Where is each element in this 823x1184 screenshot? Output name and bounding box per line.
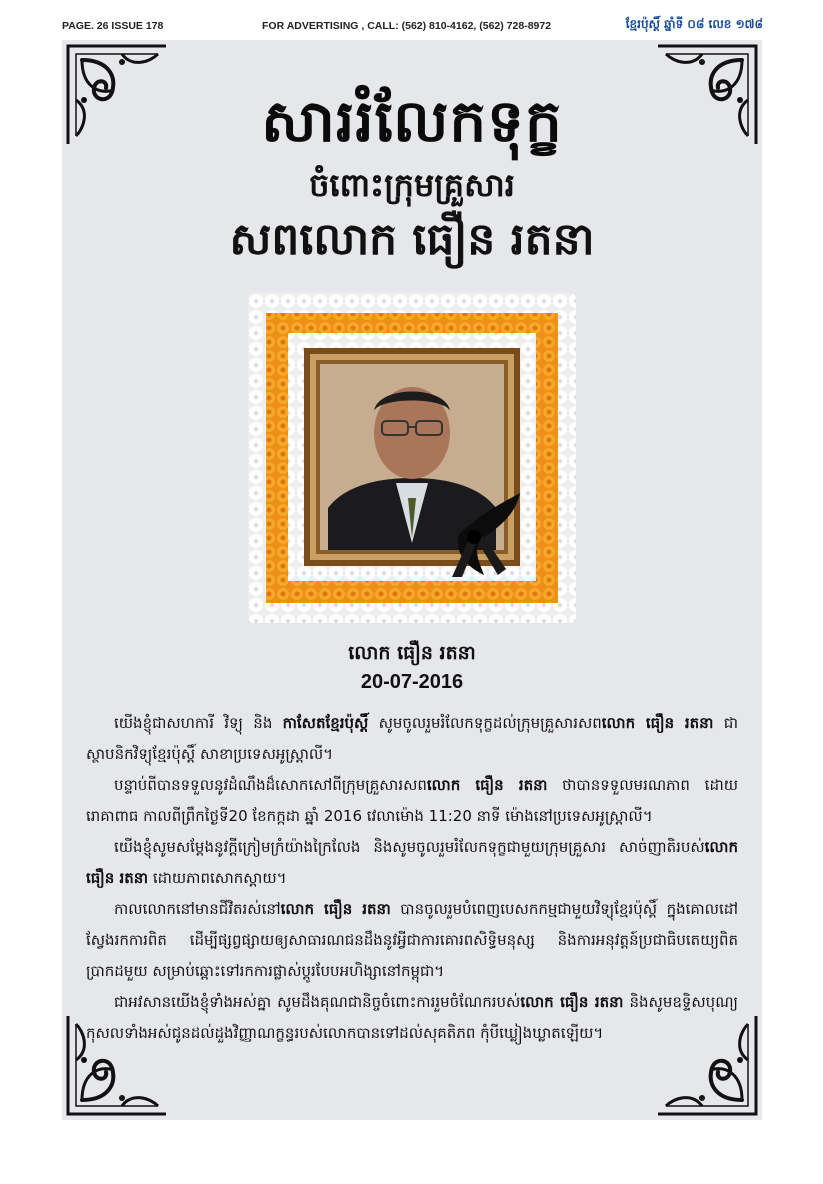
memorial-portrait — [248, 293, 576, 623]
condolence-title: សាររំលែកទុក្ខ — [261, 87, 563, 155]
deceased-family-heading: សពលោក ធឿន រតនា — [229, 214, 595, 265]
paragraph: ជាអវសានយើងខ្ញុំទាំងអស់គ្នា សូមដឹងគុណជានិច្ចចំពោះការរួមចំណែករបស់លោក ធឿន រតនា និងសូមឧទ្ទិសបុណ្យកុសលទាំងអស់ជូនដល់ដួងវិញ្ញាណក្ខន្ធរបស់លោកបានទៅដល់សុគតិភព កុំបីឃ្លៀងឃ្លាតឡើយ។ — [86, 993, 738, 1042]
condolence-message — [86, 708, 738, 1049]
masthead: ខ្មែរប៉ុស្តិ៍ ឆ្នាំទី ០៨ លេខ ១៧៨ — [625, 17, 763, 31]
death-date: 20-07-2016 — [360, 671, 464, 693]
condolence-subtitle: ចំពោះក្រុមគ្រួសារ — [309, 166, 515, 204]
page-issue: PAGE. 26 ISSUE 178 — [62, 20, 164, 32]
paragraph: បន្ទាប់ពីបានទទួលនូវដំណឹងដ៏សោកសៅពីក្រុមគ្រួសារសពលោក ធឿន រតនា ថាបានទទួលមរណភាព ដោយរោគាពាធ កាលពីព្រឹកថ្ងៃទី20 ខែកក្កដា ឆ្នាំ 2016 វេលាម៉ោង 11:20 នាទី ម៉ោងនៅប្រទេសអូស្ត្រាលី។ — [86, 776, 739, 825]
paragraph: យើងខ្ញុំសូមសម្តែងនូវក្តីក្រៀមក្រំយ៉ាងក្រៃលែង និងសូមចូលរួមរំលែកទុក្ខជាមួយក្រុមគ្រួសារ សាច់ញាតិរបស់លោក ធឿន រតនា ដោយភាពសោកស្តាយ។ — [86, 838, 738, 887]
portrait-frame-icon — [248, 293, 576, 623]
paragraph: យើងខ្ញុំជាសហការី វិទ្យុ និង កាសែតខ្មែរប៉ុស្តិ៍ សូមចូលរួមរំលែកទុក្ខដល់ក្រុមគ្រួសារសពលោក ធឿន រតនា ជាស្ថាបនិកវិទ្យុខ្មែរប៉ុស្តិ៍ សាខាប្រទេសអូស្ត្រាលី។ — [86, 714, 738, 763]
paragraph: កាលលោកនៅមានជីវិតរស់នៅលោក ធឿន រតនា បានចូលរួមបំពេញបេសកកម្មជាមួយវិទ្យុខ្មែរប៉ុស្តិ៍ ក្នុងគោលដៅស្វែងរកការពិត ដើម្បីផ្សព្វផ្សាយឲ្យសាធារណជនដឹងនូវអ្វីជាការគោរពសិទ្ធិមនុស្ស និងការអនុវត្តន៍ប្រជាធិបតេយ្យពិតប្រាកដមួយ សម្រាប់ឆ្ពោះទៅរកការផ្លាស់ប្តូរបែបអហិង្សានៅកម្ពុជា។ — [86, 900, 739, 980]
advertising-contact: FOR ADVERTISING , CALL: (562) 810-4162, (562) 728-8972 — [262, 20, 552, 32]
deceased-name: លោក ធឿន រតនា — [348, 642, 476, 664]
page-header — [0, 14, 823, 34]
